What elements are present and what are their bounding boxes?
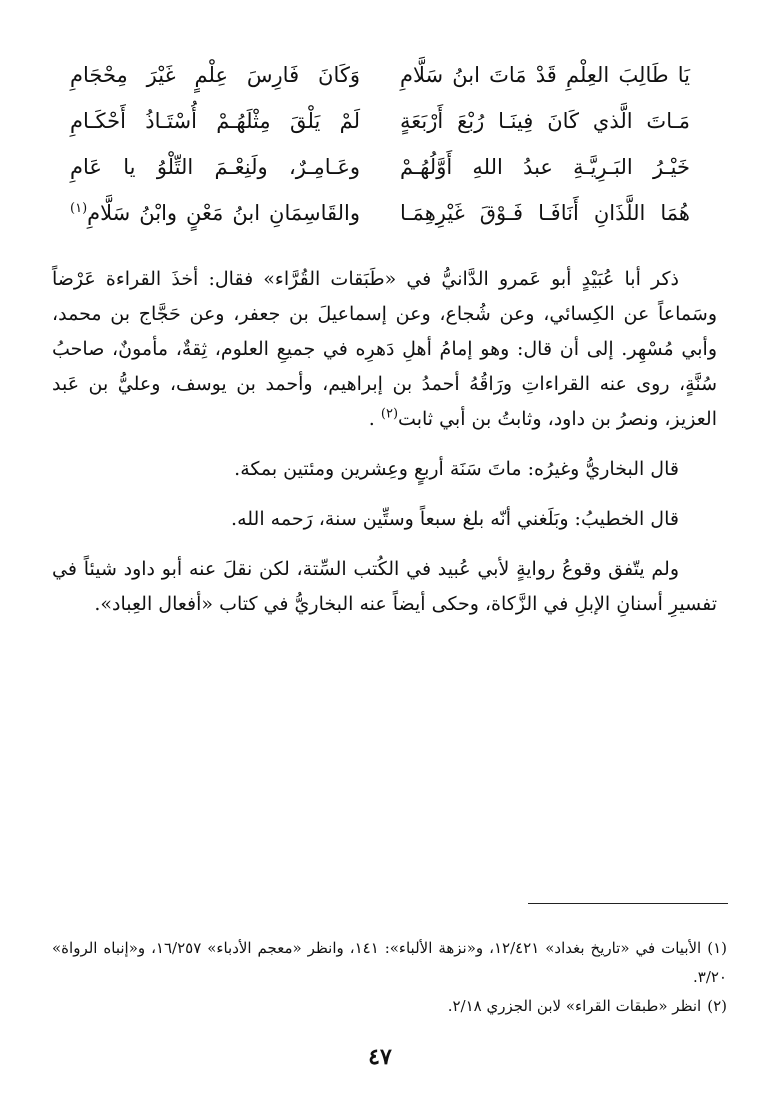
paragraph-narrations: ولم يتّفق وقوعُ روايةٍ لأبي عُبيد في الكُتب السِّتة، لكن نقلَ عنه أبو داود شيئاً في تفسيرِ أسنانِ الإبلِ في الزَّكاة، وحكى أيضاً عنه البخاريُّ في كتاب «أفعال العِباد».	[52, 558, 717, 615]
page-number: ٤٧	[368, 1044, 392, 1070]
footnote-text: انظر «طبقات القراء» لابن الجزري ٢/١٨.	[447, 997, 702, 1015]
footnote-marker-1: (١)	[70, 201, 88, 216]
footnotes	[52, 934, 727, 1021]
verse-second-hemistich	[70, 198, 360, 228]
footnote-number: (١)	[707, 939, 727, 957]
verse-second-hemistich: وعَـامِـرٌ، ولَنِعْـمَ التِّلْوُ يا عَامِ	[70, 155, 360, 179]
verse-second-hemistich: لَمْ يَلْقَ مِثْلَهُـمْ أُسْتَـاذُ أَحْكَـامِ	[70, 109, 360, 133]
verse-second-hemistich: وَكَانَ فَارِسَ عِلْمٍ غَيْرَ مِحْجَامِ	[70, 63, 360, 87]
verse-first-hemistich: مَـاتَ الَّذي كَانَ فِينَـا رُبْعَ أَرْبَعَةٍ	[400, 109, 690, 133]
verse-first-hemistich: يَا طَالِبَ العِلْمِ قَدْ مَاتَ ابنُ سَلَّامِ	[400, 63, 690, 87]
verse-second-hemistich-text: والقَاسِمَانِ ابنُ مَعْنٍ وابْنُ سَلَّامِ	[87, 201, 360, 225]
poem	[70, 52, 690, 236]
paragraph-age: قال الخطيبُ: وبَلَغني أنّه بلغ سبعاً وستِّين سنة، رَحمه الله.	[231, 508, 679, 530]
poem-verse	[70, 52, 690, 98]
paragraph-biography	[52, 262, 717, 437]
poem-verse	[70, 144, 690, 190]
paragraph-death: قال البخاريُّ وغيرُه: ماتَ سَنَة أربعٍ وعِشرين ومئتين بمكة.	[234, 458, 679, 480]
poem-verse	[70, 98, 690, 144]
poem-verse	[70, 190, 690, 236]
verse-first-hemistich: خَيْـرُ البَـرِيَّـةِ عبدُ اللهِ أَوَّلُهُـمْ	[400, 155, 690, 179]
footnote-2	[52, 992, 727, 1021]
footnote-marker-2: (٢)	[380, 406, 399, 422]
footnote-number: (٢)	[707, 997, 727, 1015]
paragraph-end: .	[368, 408, 381, 430]
footnote-text: الأبيات في «تاريخ بغداد» ١٢/٤٢١، و«نزهة الألباء»: ١٤١، وانظر «معجم الأدباء» ١٦/٢٥٧، و«إنباه الرواة» ٣/٢٠.	[52, 939, 727, 986]
footnote-1	[52, 934, 727, 992]
footnote-divider	[528, 903, 728, 904]
main-text	[52, 262, 717, 622]
verse-first-hemistich: هُمَا اللَّذَانِ أَنَافَـا فَـوْقَ غَيْرِهِمَـا	[400, 201, 690, 225]
paragraph-text: ذكر أبا عُبَيْدٍ أبو عَمرو الدَّانيُّ في «طَبَقات القُرَّاء» فقال: أخذَ القراءة عَرْضاً وسَماعاً عن الكِسائي، وعن شُجاع، وعن إسماعيلَ بن جعفر، وعن حَجَّاج بن محمد، وأبي مُسْهِر. إلى أن قال: وهو إمامُ أهلِ دَهرِه في جميعِ العلوم، ثِقةٌ، مأمونٌ، صاحبُ سُنَّةٍ، روى عنه القراءاتِ ورَاقُهُ أحمدُ بن إبراهيم، وأحمد بن يوسف، وعليُّ بن عَبد العزيز، ونصرُ بن داود، وثابتُ بن أبي ثابت	[52, 268, 717, 430]
